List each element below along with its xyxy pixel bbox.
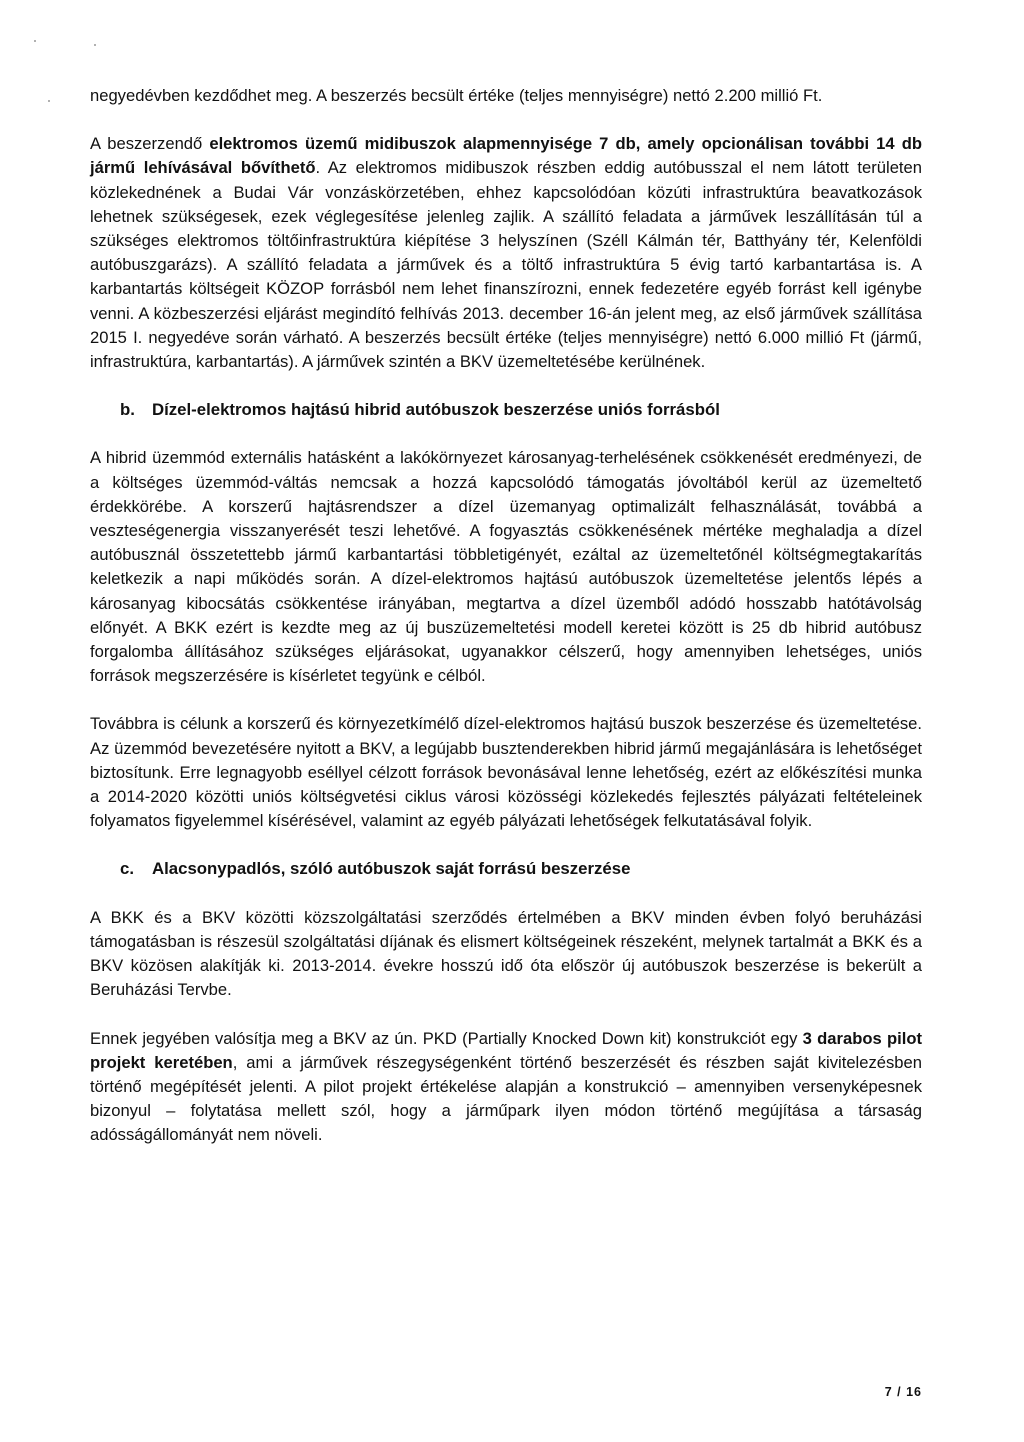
scan-speck [48,100,50,102]
paragraph-text: , ami a járművek részegységenként történő beszerzését és részben saját kivitelezésben történő megépítését jelenti. A pilot projekt értékelése alapján a konstrukció – amennyiben versenyképesnek bizonyul – folytatása mellett szól, hogy a járműpark ilyen módon történő megújítása a társaság adósságállományát nem növeli. [90,1052,922,1145]
paragraph-text: Ennek jegyében valósítja meg a BKV az ún. PKD (Partially Knocked Down kit) konstrukciót egy [90,1028,803,1048]
section-letter: c. [120,859,134,879]
paragraph-text: . Az elektromos midibuszok részben eddig autóbusszal el nem látott területen közlekednének a Budai Vár vonzáskörzetében, ehhez kapcsolódóan közúti infrastruktúra beavatkozások lehetnek szükségesek, ezek véglegesítése jelenleg zajlik. A szállító feladata a járművek leszállításán túl a szükséges elektromos töltőinfrastruktúra kiépítése 3 helyszínen (Széll Kálmán tér, Batthyány tér, Kelenföldi autóbuszgarázs). A szállító feladata a járművek és a töltő infrastruktúra 5 évig tartó karbantartása is. A karbantartás költségeit KÖZOP forrásból nem lehet finanszírozni, ennek fedezetére egyéb forrást kell igénybe venni. A közbeszerzési eljárást megindító felhívás 2013. december 16-án jelent meg, az első járművek szállítása 2015 I. negyedéve során várható. A beszerzés becsült értéke (teljes mennyiségre) nettó 6.000 millió Ft (jármű, infrastruktúra, karbantartás). A járművek szintén a BKV üzemeltetésébe kerülnének. [90,158,923,372]
document-body [90,84,922,1172]
paragraph-pkd-pilot [90,1027,922,1148]
paragraph-hybrid-goals: Továbbra is célunk a korszerű és környezetkímélő dízel-elektromos hajtású buszok beszerzése és üzemeltetése. Az üzemmód bevezetésére nyitott a BKV, a legújabb busztenderekben hibrid jármű megajánlására is lehetőséget biztosítunk. Erre legnagyobb eséllyel célzott források bevonásával lenne lehetőség, ezért az előkészítési munka a 2014-2020 közötti uniós költségvetési ciklus városi közösségi közlekedés fejlesztés pályázati feltételeinek folyamatos figyelemmel kísérésével, valamint az egyéb pályázati lehetőségek felkutatásával folyik. [90,714,922,831]
scan-speck [94,44,96,46]
section-title: Dízel-elektromos hajtású hibrid autóbuszok beszerzése uniós forrásból [152,400,720,420]
section-letter: b. [120,400,135,420]
emphasis-text: 3 darabos pilot projekt keretében [90,1028,922,1072]
scan-speck [34,40,36,42]
paragraph-intro: negyedévben kezdődhet meg. A beszerzés becsült értéke (teljes mennyiségre) nettó 2.200 millió Ft. [90,86,823,105]
paragraph-service-contract: A BKK és a BKV közötti közszolgáltatási szerződés értelmében a BKV minden évben folyó beruházási támogatásban is részesül szolgáltatási díjának és elismert költségeinek részeként, melynek tartalmát a BKK és a BKV közösen alakítják ki. 2013-2014. évekre hosszú idő óta először új autóbuszok beszerzése is bekerült a Beruházási Tervbe. [90,907,922,1000]
section-title: Alacsonypadlós, szóló autóbuszok saját forrású beszerzése [152,859,631,879]
paragraph-hybrid: A hibrid üzemmód externális hatásként a lakókörnyezet károsanyag-terhelésének csökkenését eredményezi, de a költséges üzemmód-váltás nemcsak a hozzá kapcsolódó támogatás jóvoltából kerül az üzemeltető érdekkörébe. A korszerű hajtásrendszer a dízel üzemanyag optimalizált felhasználását, továbbá a veszteségenergia visszanyerését teszi lehetővé. A fogyasztás csökkenésének mértéke meghaladja a dízel autóbusznál összetettebb jármű karbantartási többletigényét, ezáltal az üzemeltetőnél költségmegtakarítás keletkezik a napi működés során. A dízel-elektromos hajtású autóbuszok üzemeltetése jelentős lépés a károsanyag kibocsátás csökkentése irányában, megtartva a dízel üzemből adódó hosszabb hatótávolság előnyét. A BKK ezért is kezdte meg az új buszüzemeltetési modell keretei között is 25 db hibrid autóbusz forgalomba állításához szükséges eljárásokat, ugyanakkor célszerű, hogy amennyiben lehetséges, uniós források megszerzésére is kísérletet tegyünk e célból. [90,448,922,686]
paragraph-text: A beszerzendő [90,134,210,154]
page-number: 7 / 16 [884,1385,922,1399]
section-heading-b [90,398,922,422]
paragraph-electric-midibuses [90,132,922,374]
emphasis-text: elektromos üzemű midibuszok alapmennyisége 7 db, amely opcionálisan további 14 db jármű lehívásával bővíthető [90,134,922,178]
section-heading-c [90,857,922,881]
